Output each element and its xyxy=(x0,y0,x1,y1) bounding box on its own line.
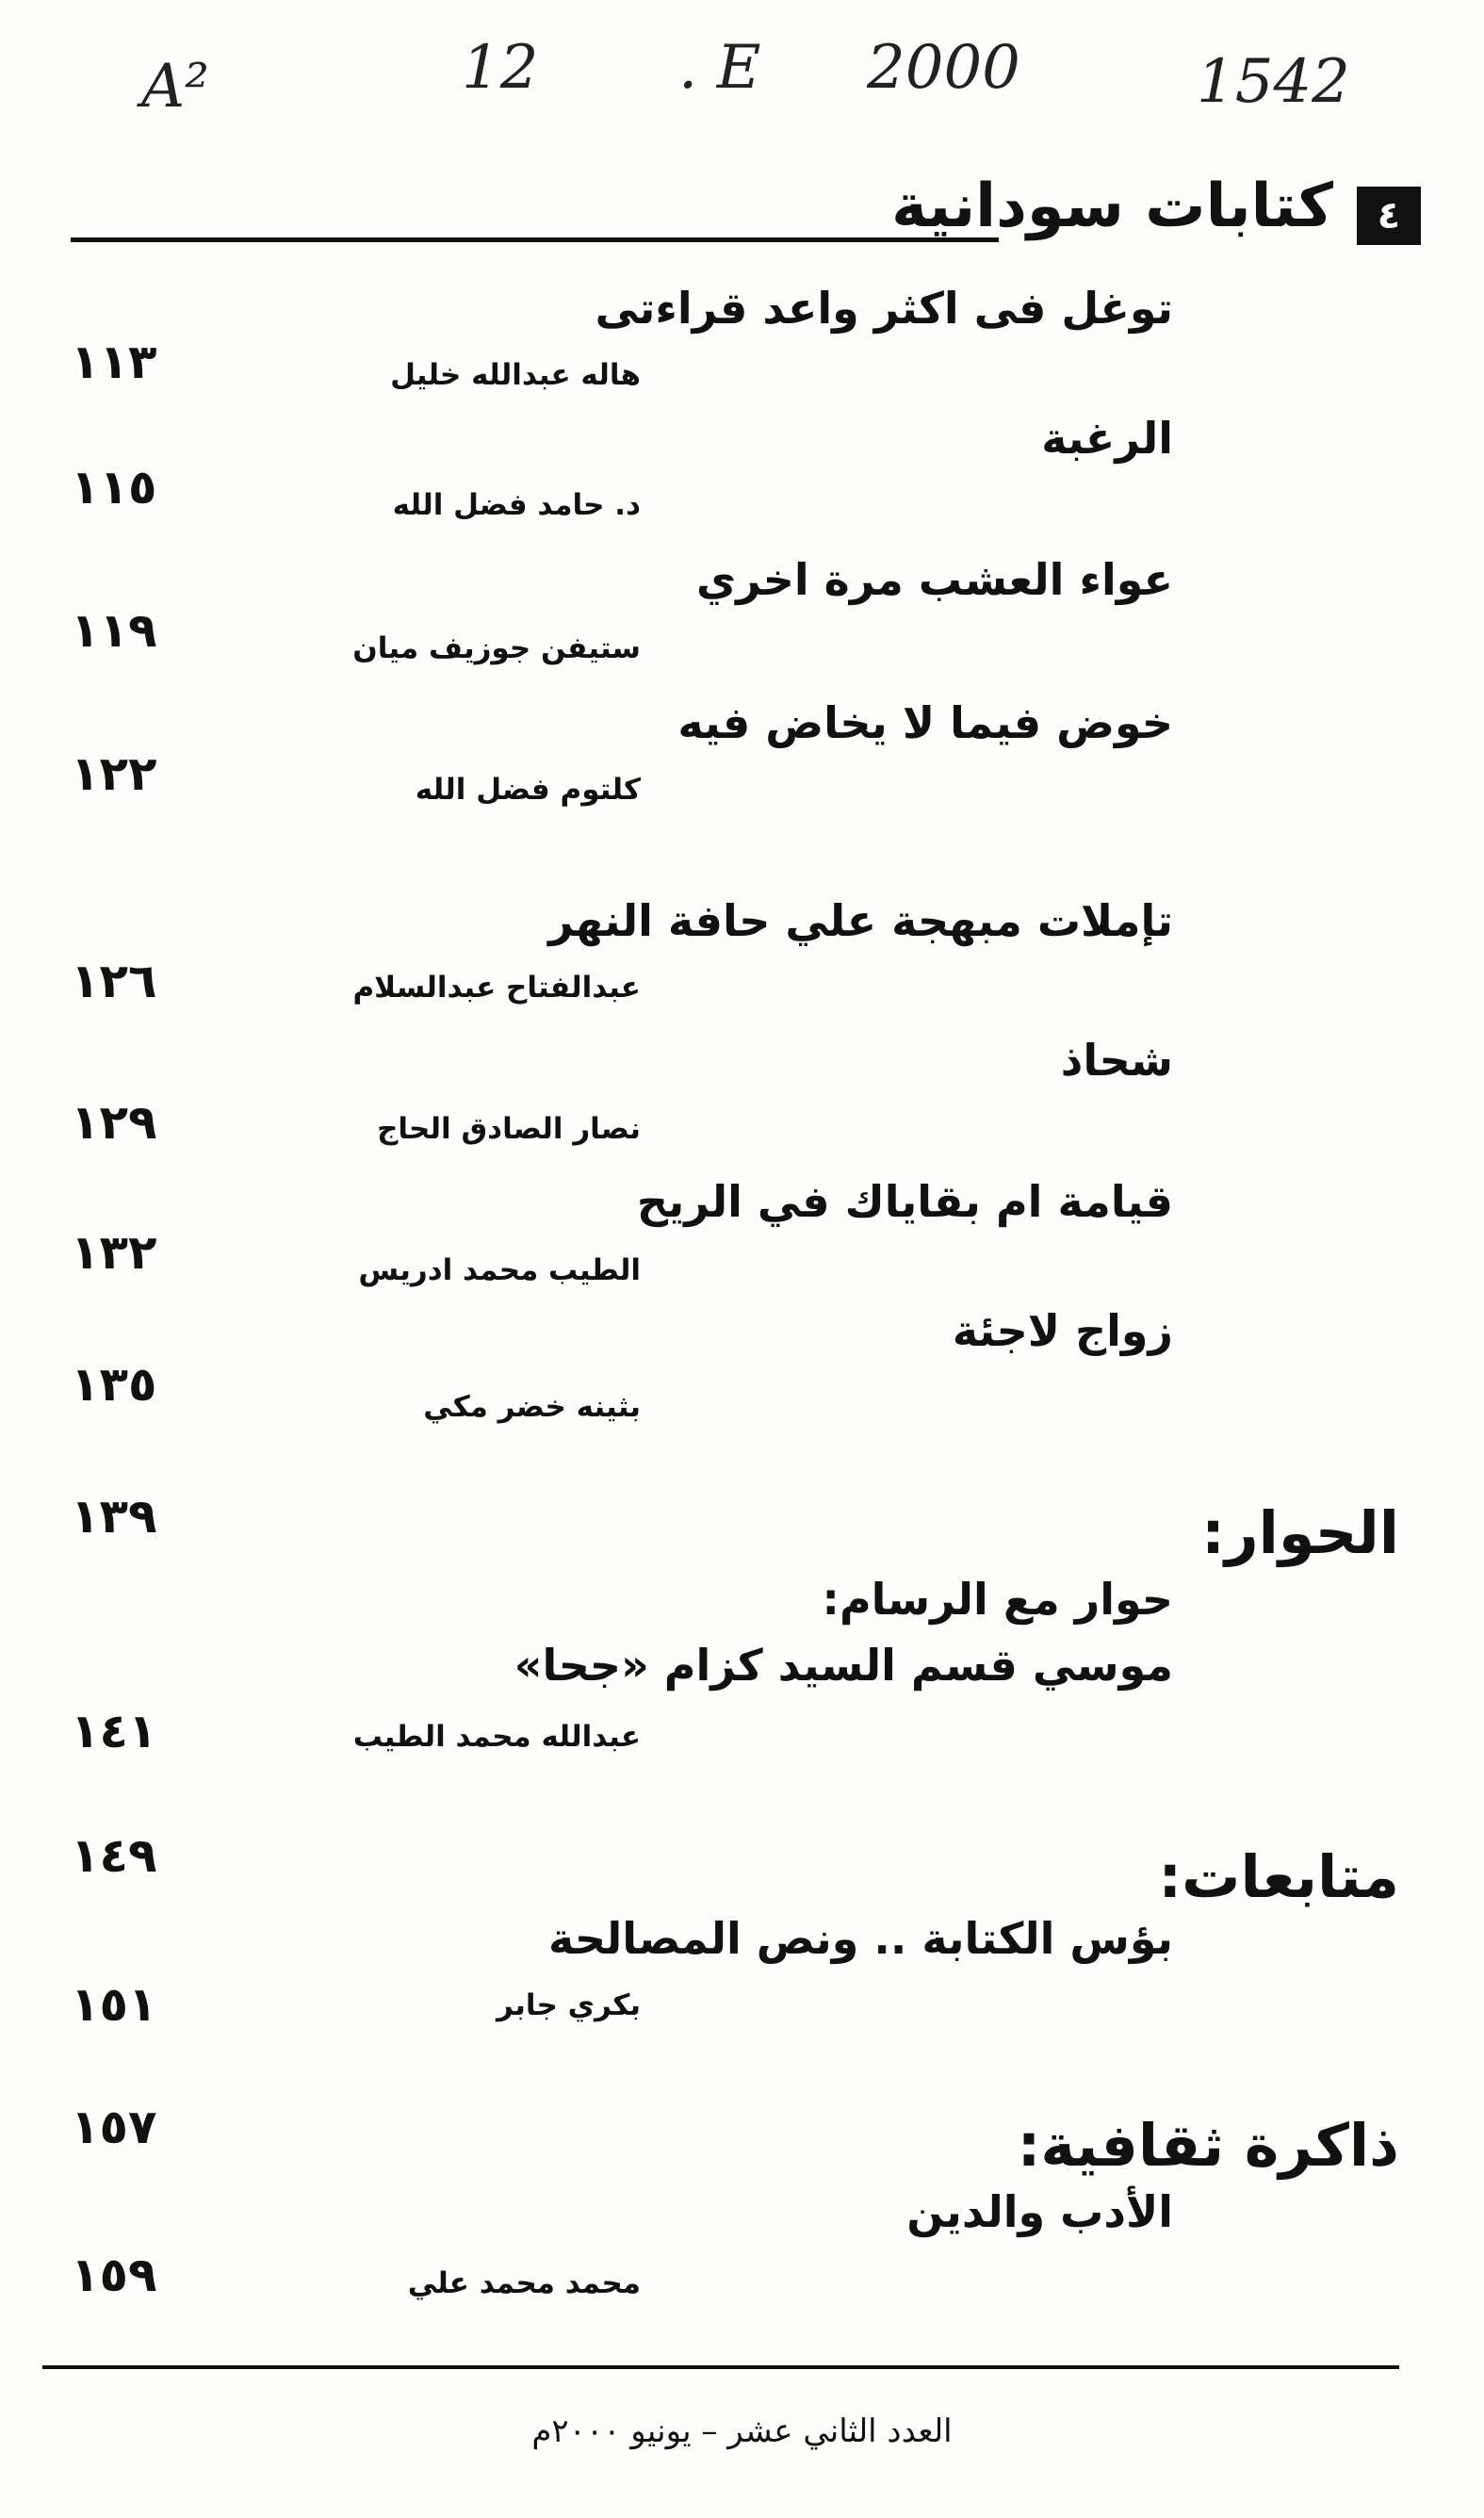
section-hiwar-heading: الحوار: xyxy=(1201,1498,1399,1567)
entry-title-3: عواء العشب مرة اخري xyxy=(695,554,1173,605)
section-hiwar-author: عبدالله محمد الطيب xyxy=(352,1720,641,1754)
handwritten-note-b: 12 xyxy=(462,33,539,103)
section-dhakira-heading: ذاكرة ثقافية: xyxy=(1017,2111,1399,2180)
section-hiwar-line2: موسي قسم السيد كزام «جحا» xyxy=(514,1640,1173,1691)
section-mutabaat-author: بكري جابر xyxy=(496,1988,641,2022)
entry-page-4: ١٢٢ xyxy=(71,746,157,801)
handwritten-note-c: . E xyxy=(678,33,761,103)
section-dhakira-author-page: ١٥٩ xyxy=(71,2248,157,2302)
handwritten-note-a: A² xyxy=(141,52,209,122)
entry-author-7: الطيب محمد ادريس xyxy=(358,1253,641,1287)
entry-title-1: توغل فى اكثر واعد قراءتى xyxy=(595,283,1173,334)
entry-page-8: ١٣٥ xyxy=(71,1357,157,1412)
section-dhakira-title: الأدب والدين xyxy=(906,2186,1173,2237)
entry-author-1: هاله عبدالله خليل xyxy=(390,358,641,392)
handwritten-note-d: 2000 xyxy=(867,33,1020,103)
header-rule xyxy=(71,237,999,242)
entry-page-2: ١١٥ xyxy=(71,460,157,515)
entry-title-6: شحاذ xyxy=(1060,1035,1173,1086)
entry-title-8: زواج لاجئة xyxy=(952,1305,1173,1356)
section-mutabaat-title: بؤس الكتابة .. ونص المصالحة xyxy=(547,1913,1173,1964)
entry-page-5: ١٢٦ xyxy=(71,954,157,1008)
section-hiwar-page: ١٣٩ xyxy=(71,1489,157,1544)
entry-author-5: عبدالفتاح عبدالسلام xyxy=(352,971,641,1005)
entry-author-8: بثينه خضر مكي xyxy=(423,1390,641,1424)
header-page-box: ٤ xyxy=(1357,187,1421,245)
entry-author-4: كلتوم فضل الله xyxy=(415,773,641,807)
entry-author-6: نصار الصادق الحاج xyxy=(377,1112,641,1146)
entry-title-4: خوض فيما لا يخاض فيه xyxy=(677,697,1173,748)
entry-title-7: قيامة ام بقاياك في الريح xyxy=(636,1176,1173,1227)
footer-rule xyxy=(42,2365,1399,2369)
section-hiwar-author-page: ١٤١ xyxy=(71,1704,157,1758)
section-hiwar-line1: حوار مع الرسام: xyxy=(822,1574,1173,1625)
entry-title-5: تإملات مبهجة علي حافة النهر xyxy=(548,895,1173,946)
entry-page-6: ١٢٩ xyxy=(71,1095,157,1150)
handwritten-note-e: 1542 xyxy=(1197,47,1350,117)
entry-title-2: الرغبة xyxy=(1041,413,1173,464)
section-mutabaat-heading: متابعات: xyxy=(1158,1842,1399,1911)
entry-page-7: ١٣٢ xyxy=(71,1225,157,1280)
entry-page-3: ١١٩ xyxy=(71,603,157,658)
section-dhakira-page: ١٥٧ xyxy=(71,2100,157,2154)
entry-page-1: ١١٣ xyxy=(71,335,157,389)
entry-author-2: د. حامد فضل الله xyxy=(392,488,641,522)
section-mutabaat-page: ١٤٩ xyxy=(71,1828,157,1883)
entry-author-3: ستيفن جوزيف ميان xyxy=(352,631,641,665)
section-mutabaat-author-page: ١٥١ xyxy=(71,1977,157,2032)
page-title: كتابات سودانية xyxy=(891,172,1333,241)
footer-issue-info: العدد الثاني عشر – يونيو ٢٠٠٠م xyxy=(531,2412,953,2450)
section-dhakira-author: محمد محمد علي xyxy=(407,2266,641,2300)
